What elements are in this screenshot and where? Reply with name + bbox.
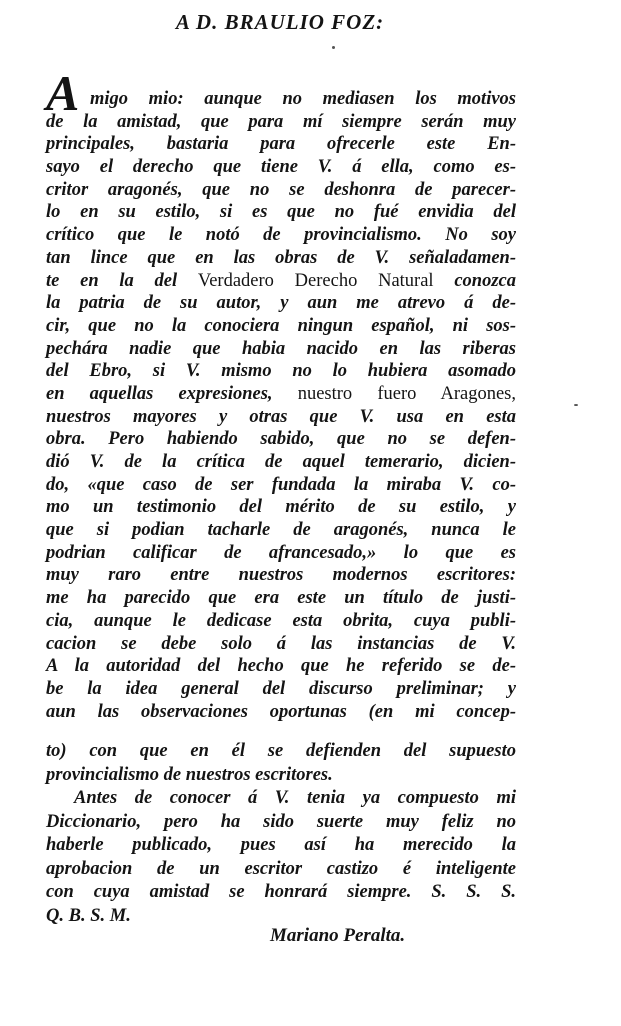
text-line: provincialismo de nuestros escritores.: [46, 764, 333, 785]
text-line: del Ebro, si V. mismo no lo hubiera asomado: [46, 361, 516, 382]
ink-speck: [574, 404, 578, 406]
text-line: aun las observaciones oportunas (en mi concep-: [46, 701, 516, 722]
text-line: Diccionario, pero ha sido suerte muy feliz no: [46, 811, 516, 832]
drop-capital: A: [46, 65, 80, 121]
text-line: tan lince que en las obras de V. señaladamen-: [46, 247, 516, 268]
text-fragment: conozca: [454, 270, 517, 291]
text-line: Q. B. S. M.: [46, 905, 131, 926]
text-line: crítico que le notó de provincialismo. No soy: [46, 225, 516, 246]
text-line: muy raro entre nuestros modernos escritores:: [46, 565, 516, 586]
text-line-mixed: [46, 270, 516, 293]
upright-phrase: nuestro fuero Aragones,: [297, 383, 517, 404]
text-line: que si podian tacharle de aragonés, nunca le: [46, 520, 516, 541]
text-line: obra. Pero habiendo sabido, que no se defen-: [46, 429, 516, 450]
text-line: con cuya amistad se honrará siempre. S. S. S.: [46, 882, 516, 902]
text-line: podrian calificar de afrancesado,» lo que es: [46, 542, 516, 563]
dedication-heading: A D. BRAULIO FOZ:: [175, 10, 385, 34]
text-line: principales, bastaria para ofrecerle este En-: [46, 134, 516, 155]
text-line: la patria de su autor, y aun me atrevo á de-: [46, 293, 516, 314]
text-line: migo mio: aunque no mediasen los motivos: [90, 89, 516, 109]
text-line: to) con que en él se defienden del supuesto: [46, 741, 516, 761]
text-fragment: en aquellas expresiones,: [46, 383, 273, 404]
text-line: cacion se debe solo á las instancias de V.: [46, 633, 516, 654]
work-title: Verdadero Derecho Natural: [197, 270, 434, 291]
text-line: haberle publicado, pues así ha merecido la: [46, 835, 516, 855]
text-line: cia, aunque le dedicase esta obrita, cuya publi-: [46, 610, 516, 631]
text-line: sayo el derecho que tiene V. á ella, como es-: [46, 157, 516, 178]
text-fragment: te en la del: [46, 270, 178, 291]
closing-paragraphs: [46, 740, 516, 928]
text-line-mixed: [46, 383, 516, 406]
text-line: A la autoridad del hecho que he referido se de-: [46, 656, 516, 677]
text-line: aprobacion de un escritor castizo é inteligente: [46, 858, 516, 879]
text-line: nuestros mayores y otras que V. usa en esta: [46, 406, 516, 427]
text-line: critor aragonés, que no se deshonra de parecer-: [46, 179, 516, 200]
text-line: me ha parecido que era este un título de justi-: [46, 588, 516, 609]
ink-speck: [332, 46, 335, 49]
text-line: mo un testimonio del mérito de su estilo, y: [46, 497, 516, 518]
text-line: do, «que caso de ser fundada la miraba V. co-: [46, 474, 516, 495]
text-line: cir, que no la conociera ningun español, ni sos-: [46, 315, 516, 336]
dedication-body: [46, 88, 516, 723]
text-line: Antes de conocer á V. tenia ya compuesto mi: [74, 788, 516, 808]
text-line: lo en su estilo, si es que no fué envidia del: [46, 202, 516, 223]
text-line: de la amistad, que para mí siempre serán muy: [46, 111, 516, 132]
text-line: dió V. de la crítica de aquel temerario, dicien-: [46, 452, 516, 472]
signature: Mariano Peralta.: [270, 925, 406, 946]
text-line: pechára nadie que habia nacido en las riberas: [46, 338, 516, 359]
text-line: be la idea general del discurso preliminar; y: [46, 678, 516, 699]
